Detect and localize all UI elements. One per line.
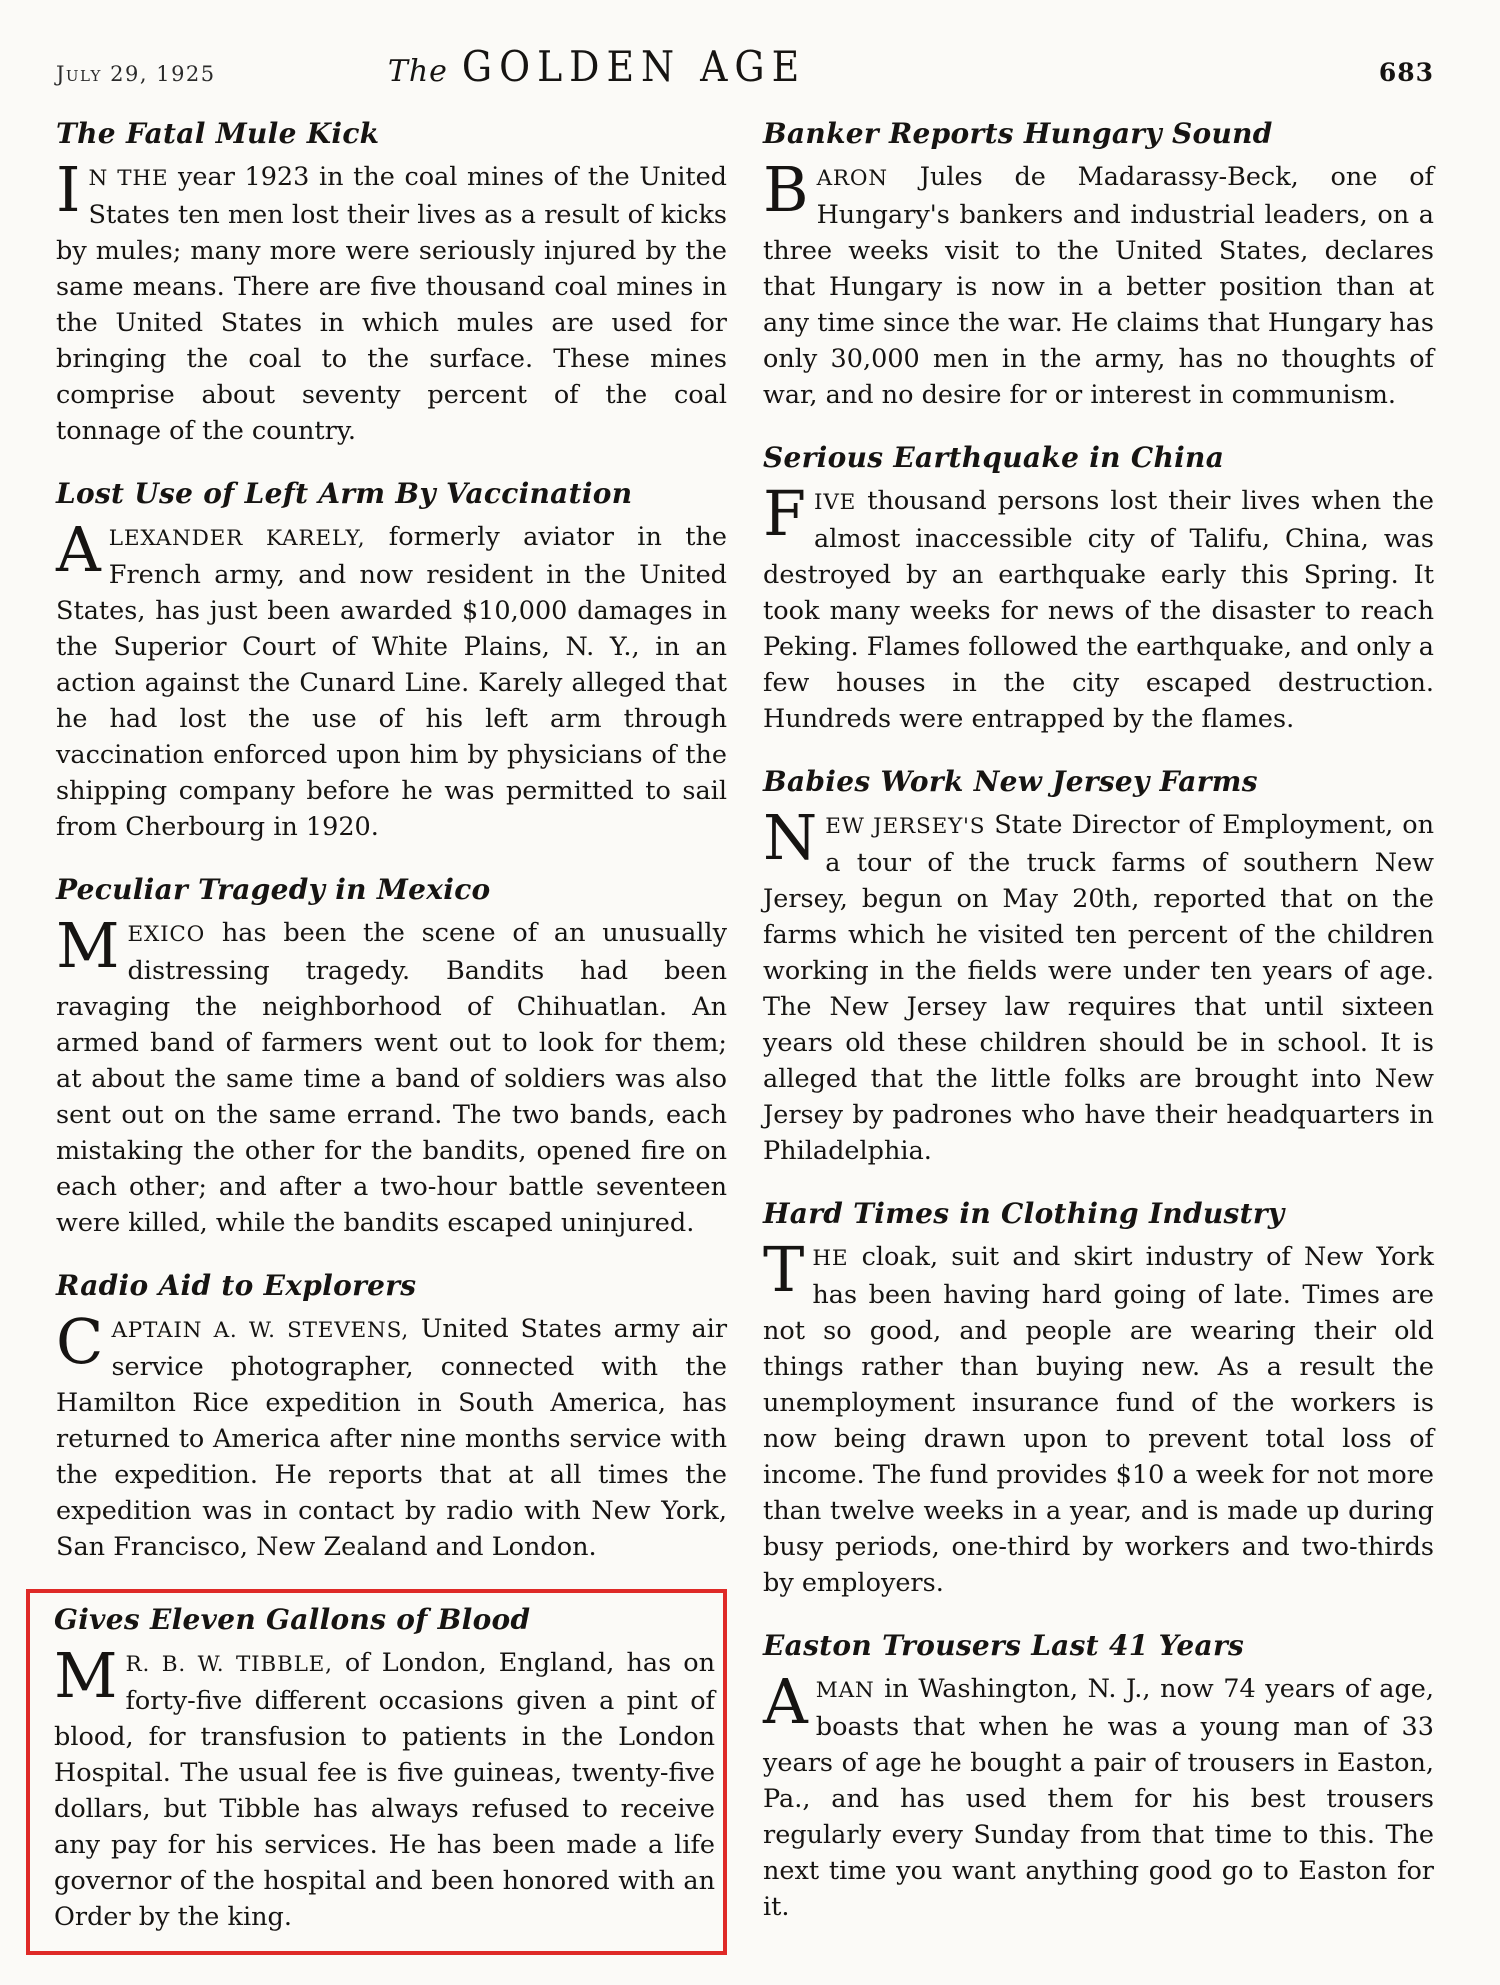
article-body [56,153,728,449]
article-title: Babies Work New Jersey Farms [763,765,1258,798]
masthead-title: GOLDEN AGE [461,42,807,91]
drop-cap: T [763,1233,805,1306]
right-column [763,117,1434,1955]
article-lead: N THE [88,166,169,191]
article-title: Banker Reports Hungary Sound [763,117,1273,150]
article-lead: HE [812,1246,849,1271]
article-text: of London, England, has on forty-five different occasions given a pint of blood, for transfusion to patients in the London Hospital. The usual fee is five guineas, twenty-five dollars, but Tibble has always refused to receive any pay for his services. He has been made a life governor of the hospital and been honored with an Order by the king. [54,1648,716,1932]
drop-cap: C [56,1305,104,1378]
page-header [56,42,1434,91]
article-body [763,1233,1435,1601]
article-lead: LEXANDER KARELY, [108,526,366,551]
article-hard-times-clothing [763,1197,1434,1601]
article-body [763,477,1434,737]
article-easton-trousers [763,1629,1434,1925]
issue-date: July 29, 1925 [56,62,216,86]
article-title: Easton Trousers Last 41 Years [763,1629,1245,1662]
article-title: Hard Times in Clothing Industry [763,1197,1285,1230]
article-body [763,1665,1434,1925]
article-title: Serious Earthquake in China [763,441,1225,474]
article-title: Lost Use of Left Arm By Vaccination [56,477,633,510]
drop-cap: B [763,153,809,226]
article-lead: EW JERSEY'S [825,814,986,839]
article-body [56,513,728,845]
article-body [56,1305,728,1565]
article-lead: ARON [816,166,888,191]
article-lead: IVE [814,490,857,515]
drop-cap: I [56,153,81,226]
article-text: year 1923 in the coal mines of the United States ten men lost their lives as a result of kicks by mules; many more were seriously injured by the same means. There are five thousand coal mines in the United States in which mules are used for bringing the coal to the surface. These mines comprise about seventy percent of the coal tonnage of the country. [56,162,728,446]
article-text: cloak, suit and skirt industry of New York has been having hard going of late. Times are not so good, and people are wearing their old things rather than buying new. As a result the unemployment insurance fund of the workers is now being drawn upon to prevent total loss of income. The fund provides $10 a week for not more than twelve weeks in a year, and is made up during busy periods, one-third by workers and two-thirds by employers. [763,1242,1435,1598]
drop-cap: M [56,909,120,982]
article-body [763,801,1434,1169]
article-lead: EXICO [127,922,206,947]
left-column [56,117,727,1955]
article-title: Radio Aid to Explorers [56,1269,417,1302]
article-text: Jules de Madarassy-Beck, one of Hungary's bankers and industrial leaders, on a three weeks visit to the United States, declares that Hungary is now in a better position than at any time since the war. He claims that Hungary has only 30,000 men in the army, has no thoughts of war, and no desire for or interest in communism. [763,162,1434,410]
masthead-the: The [387,54,448,89]
article-gives-eleven-gallons-blood [54,1603,715,1935]
article-lost-use-of-left-arm [56,477,727,845]
article-lead: APTAIN A. W. STEVENS, [111,1318,410,1343]
masthead [388,42,806,91]
drop-cap: M [54,1639,118,1712]
article-body [763,153,1434,413]
article-banker-reports-hungary [763,117,1434,413]
article-lead: MAN [815,1678,875,1703]
article-babies-work-nj-farms [763,765,1434,1169]
drop-cap: N [763,801,818,874]
article-peculiar-tragedy-mexico [56,873,727,1241]
drop-cap: F [763,477,807,550]
article-body [56,909,727,1241]
article-text: in Washington, N. J., now 74 years of age, boasts that when he was a young man of 33 years of age he bought a pair of trousers in Easton, Pa., and has used them for his best trousers regularly every Sunday from that time to this. The next time you want anything good go to Easton for it. [763,1674,1434,1922]
article-title: Gives Eleven Gallons of Blood [54,1603,531,1636]
article-radio-aid-explorers [56,1269,727,1565]
article-serious-earthquake-china [763,441,1434,737]
highlight-box [26,1589,727,1955]
article-text: formerly aviator in the French army, and now resident in the United States, has just been awarded $10,000 damages in the Superior Court of White Plains, N. Y., in an action against the Cunard Line. Karely alleged that he had lost the use of his left arm through vaccination enforced upon him by physicians of the shipping company before he was permitted to sail from Cherbourg in 1920. [56,522,728,842]
article-title: The Fatal Mule Kick [56,117,380,150]
two-column-layout [56,117,1434,1955]
article-fatal-mule-kick [56,117,727,449]
article-text: has been the scene of an unusually distressing tragedy. Bandits had been ravaging the neighborhood of Chihuatlan. An armed band of farmers went out to look for them; at about the same time a band of soldiers was also sent out on the same errand. The two bands, each mistaking the other for the bandits, opened fire on each other; and after a two-hour battle seventeen were killed, while the bandits escaped uninjured. [56,918,727,1238]
article-text: thousand persons lost their lives when the almost inaccessible city of Talifu, China, was destroyed by an earthquake early this Spring. It took many weeks for news of the disaster to reach Peking. Flames followed the earthquake, and only a few houses in the city escaped destruction. Hundreds were entrapped by the flames. [763,486,1434,734]
article-lead: R. B. W. TIBBLE, [125,1652,333,1677]
drop-cap: A [56,513,101,586]
article-text: United States army air service photographer, connected with the Hamilton Rice expedition in South America, has returned to America after nine months service with the expedition. He reports that at all times the expedition was in contact by radio with New York, San Francisco, New Zealand and London. [56,1314,728,1562]
article-text: State Director of Employment, on a tour of the truck farms of southern New Jersey, begun on May 20th, reported that on the farms which he visited ten percent of the children working in the fields were under ten years of age. The New Jersey law requires that until sixteen years old these children should be in school. It is alleged that the little folks are brought into New Jersey by padrones who have their headquarters in Philadelphia. [763,810,1434,1166]
article-title: Peculiar Tragedy in Mexico [56,873,491,906]
drop-cap: A [763,1665,808,1738]
page-number: 683 [1378,58,1434,87]
article-body [54,1639,716,1935]
